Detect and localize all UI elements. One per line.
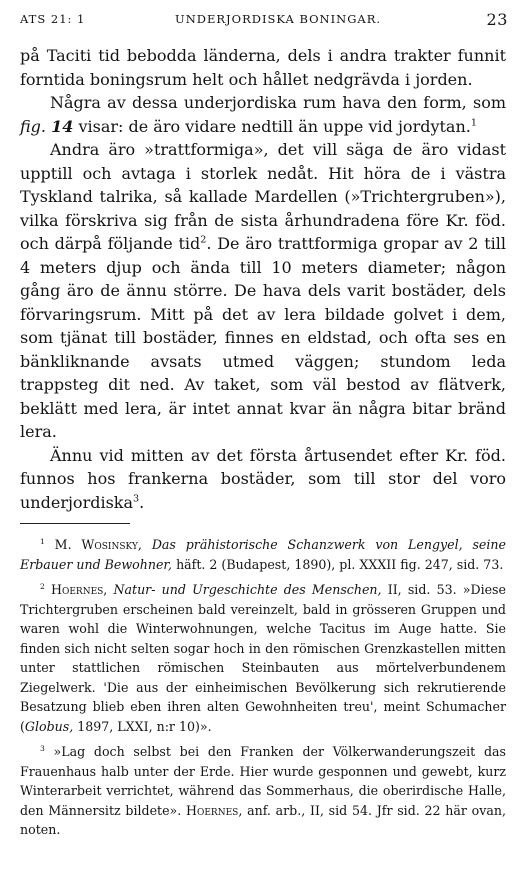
footnote-separator — [20, 523, 130, 524]
footnote-2-journal: Globus, — [24, 718, 74, 734]
running-header — [20, 10, 508, 30]
figure-number: 14 — [51, 116, 74, 136]
footnote-1-number: 1 — [40, 536, 45, 546]
footnote-ref-1: 1 — [470, 117, 477, 129]
figure-abbrev: fig. — [20, 116, 46, 136]
footnote-1-title: Das prähistorische Schanzwerk von Lengyel, seine Erbauer und Bewohner, — [20, 537, 506, 572]
running-title: UNDERJORDISKA BONINGAR. — [175, 12, 382, 26]
footnote-1-author: M. Wosinsky, — [54, 537, 142, 552]
footnotes — [20, 535, 506, 846]
journal-reference: ATS 21: 1 — [20, 12, 86, 26]
paragraph-2 — [20, 91, 506, 138]
footnote-3-quote: »Lag doch selbst bei den Franken der Völkerwanderungszeit das Frauenhaus halb unter der Erde. Hier wurde gesponnen und gewebt, kurz Winterarbeit verrichtet, während das Sommerhaus, die oberirdische Halle, den Männersitz bildete». — [20, 744, 506, 818]
footnote-3-author: Hoernes, — [186, 802, 243, 818]
footnote-1-rest: häft. 2 (Budapest, 1890), pl. XXXII fig. 247, sid. 73. — [176, 556, 504, 572]
paragraph-4 — [20, 444, 506, 515]
paragraph-3 — [20, 138, 506, 444]
paragraph-3-part-a: Andra äro »trattformiga», det vill säga de äro vidast upptill och avtaga i storlek nedåt. Hit höra de i västra Tyskland talrika, så kallade Mardellen (»Trichtergruben»), vilka förskriva sig från de sista århundradena före Kr. föd. och därpå följande tid — [20, 140, 506, 253]
footnote-ref-2: 2 — [200, 234, 207, 246]
paragraph-3-part-b: . De äro trattformiga gropar av 2 till 4 meters djup och ända till 10 meters diameter; någon gång äro de ännu större. De hava dels varit bostäder, dels förvaringsrum. Mitt på det av lera bildade golvet i dem, som tjänat till bostäder, finnes en eldstad, och ofta ses en bänkliknande avsats utmed väggen; stundom leda trappsteg dit ned. Av taket, som väl bestod av flätverk, beklätt med lera, är intet annat kvar än några bitar bränd lera. — [20, 234, 507, 441]
main-text — [20, 44, 506, 514]
paragraph-2-end: visar: de äro vidare nedtill än uppe vid jordytan. — [78, 116, 471, 136]
paragraph-2-start: Några av dessa underjordiska rum hava den form, som — [50, 93, 506, 112]
footnote-3 — [20, 742, 506, 840]
footnote-2-quote: II, sid. 53. »Diese Trichtergruben erscheinen bald vereinzelt, bald in grösseren Gruppen und waren wohl die Winterwohnungen, welche Tacitus im Auge hatte. Sie finden sich nicht selten sogar hoch in den römischen Grenzkastellen mitten unter stattlichen römischen Steinbauten aus mörtelverbundenem Ziegelwerk. 'Die aus der einheimischen Bevölkerung sich rekrutierende Besatzung blieb eben ihren alten Gewohnheiten treu', meint Schumacher ( — [20, 582, 506, 734]
paragraph-4-end: . — [139, 492, 145, 512]
footnote-2-author: Hoernes, — [50, 582, 108, 597]
footnote-2 — [20, 580, 506, 736]
footnote-1 — [20, 535, 506, 574]
footnote-2-end: 1897, LXXI, n:r 10)». — [77, 718, 212, 734]
footnote-2-title: Natur- und Urgeschichte des Menschen, — [113, 582, 382, 597]
footnote-2-number: 2 — [40, 581, 45, 591]
footnote-3-end: anf. arb., II, sid 54. Jfr sid. 22 här ovan, noten. — [20, 802, 506, 837]
footnote-ref-3: 3 — [133, 493, 140, 505]
page-number: 23 — [486, 10, 508, 29]
paragraph-4-text: Ännu vid mitten av det första årtusendet efter Kr. föd. funnos hos frankerna bostäder, som till stor del voro underjordiska — [20, 445, 506, 512]
paragraph-1: på Taciti tid bebodda länderna, dels i andra trakter funnit forntida boningsrum helt och hållet nedgrävda i jorden. — [20, 46, 506, 89]
footnote-3-number: 3 — [40, 743, 45, 753]
